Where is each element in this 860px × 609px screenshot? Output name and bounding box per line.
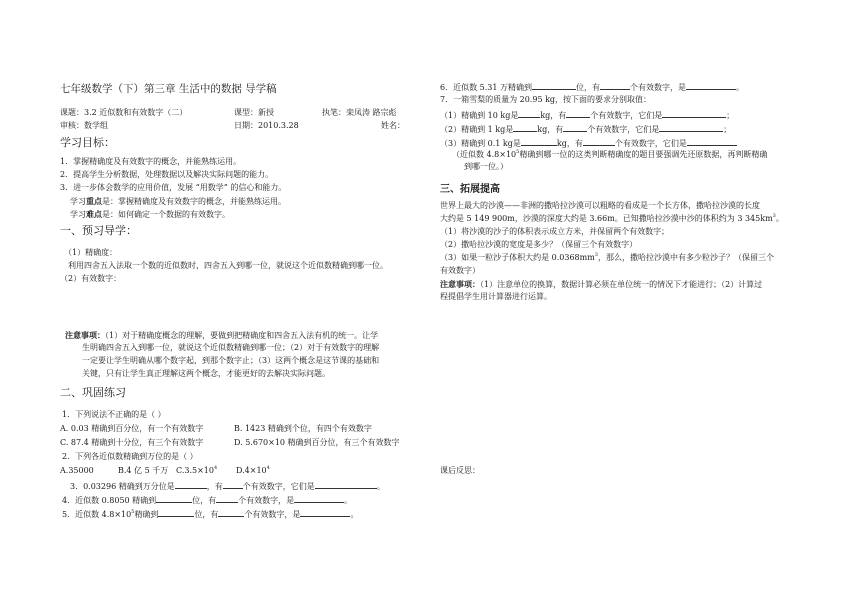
question-6: 6．近似数 5.31 万精确到 位，有 个有效数字，是 。 xyxy=(440,83,744,92)
question-3: 3．0.03296 精确到万分位是 ，有 个有效数字，它们是 。 xyxy=(70,482,385,491)
option-d: $D.4\times 10^4$ xyxy=(236,465,270,475)
extension-heading: 三、拓展提高 xyxy=(440,184,500,195)
lesson-topic: 课题：3.2 近似数和有效数字（二） xyxy=(60,108,188,117)
question-7: 7．一箱雪梨的质量为 20.95 kg，按下面的要求分别取值： xyxy=(440,95,652,104)
page-title: 七年级数学（下）第三章 生活中的数据 导学稿 xyxy=(60,83,277,95)
option-b: B.4 亿 5 千万 xyxy=(118,466,169,475)
lesson-authors: 执笔：栾凤涛 路宗彪 xyxy=(322,108,397,117)
question-5: 5．近似数 $4.8\times 10^5$精确到 位，有 个有效数字，是 。 xyxy=(62,509,359,519)
question-7-1: （1）精确到 10 kg是 kg，有 个有效数字，它们是 ； xyxy=(440,111,735,120)
question-4: 4．近似数 0.8050 精确到 位，有 个有效数字，是 。 xyxy=(62,496,353,505)
student-name-label: 姓名： xyxy=(381,121,405,130)
preview-line: （2）有效数字： xyxy=(60,274,122,283)
notes-line: 注意事项：（1）对于精确度概念的理解，要做到把精确度和四舍五入法有机的统一。让学 xyxy=(65,330,379,340)
preview-line: （1）精确度： xyxy=(64,248,118,257)
difficult-point: 学习难点是：如何确定一个数据的有效数字。 xyxy=(70,209,230,219)
question-7-2: （2）精确到 1 kg是 kg，有 个有效数字，它们是 ； xyxy=(440,125,732,134)
notes-line: 关键，只有让学生真正理解这两个概念，才能更好的去解决实际问题。 xyxy=(82,369,330,378)
goal-item: 1．掌握精确度及有效数字的概念，并能熟练运用。 xyxy=(60,157,242,166)
extension-notes: 程提倡学生用计算器进行运算。 xyxy=(440,292,552,301)
question-2: 2．下列各近似数精确到万位的是（ ） xyxy=(62,452,198,461)
option-c: $C.3.5\times 10^4$ xyxy=(176,465,218,475)
question-7-note: 到哪一位。） xyxy=(464,162,508,171)
practice-heading: 二、巩固练习 xyxy=(60,386,126,399)
goal-item: 2．提高学生分析数据，处理数据以及解决实际问题的能力。 xyxy=(60,170,274,179)
lesson-date: 日期：2010.3.28 xyxy=(234,121,299,130)
goal-item: 3．进一步体会数学的应用价值，发展 “用数学” 的信心和能力。 xyxy=(60,183,287,192)
extension-line: 世界上最大的沙漠——非洲的撒哈拉沙漠可以粗略的看成是一个长方体，撒哈拉沙漠的长度 xyxy=(440,201,760,210)
question-7-3: （3）精确到 0.1 kg是 kg，有 个有效数字，它们是 xyxy=(440,137,737,149)
option-c: C. 87.4 精确到十分位，有三个有效数字 xyxy=(60,438,204,447)
extension-question: （3）如果一粒沙子体积大约是 $0.0368mm^3$，那么，撒哈拉沙漠中有多少粒沙子？（保留三个 xyxy=(440,252,774,262)
preview-heading: 一、预习导学： xyxy=(60,224,137,237)
after-class-reflection: 课后反思： xyxy=(440,466,480,475)
question-7-note: （近似数 $4.8\times 10^5$精确到哪一位的这类判断精确度的题目要强调先还原数据，再判断精确 xyxy=(452,149,768,159)
extension-question: 有效数字） xyxy=(440,266,480,275)
lesson-type: 课型：新授 xyxy=(234,108,274,117)
option-a: A. 0.03 精确到百分位，有一个有效数字 xyxy=(60,424,204,433)
key-point: 学习重点是：掌握精确度及有效数字的概念，并能熟练运用。 xyxy=(70,196,286,206)
extension-line: 大约是 5 149 900m，沙漠的深度大约是 3.66m。已知撒哈拉沙漠中沙的体积约为 3 $345km^3$。 xyxy=(440,213,784,223)
lesson-reviewer: 审核：数学组 xyxy=(60,121,108,130)
question-1: 1．下列说法不正确的是（ ） xyxy=(62,410,166,419)
goals-heading: 学习目标： xyxy=(60,136,115,149)
option-d: D. 5.670×10 精确到百分位，有三个有效数字 xyxy=(234,438,400,447)
notes-line: 生明确四舍五入到哪一位，就说这个近似数精确到哪一位；（2）对于有效数字的理解 xyxy=(82,343,380,352)
extension-question: （1）将沙漠的沙子的体积表示成立方米，并保留两个有效数字； xyxy=(440,227,670,236)
extension-question: （2）撒哈拉沙漠的宽度是多少？（保留三个有效数字） xyxy=(440,240,638,249)
preview-line: 利用四舍五入法取一个数的近似数时，四舍五入到哪一位，就说这个近似数精确到哪一位。 xyxy=(68,261,388,270)
extension-notes: 注意事项：（1）注意单位的换算，数据计算必须在单位统一的情况下才能进行；（2）计算过 xyxy=(440,279,763,289)
option-a: A.35000 xyxy=(60,466,94,475)
notes-line: 一定要让学生明确从哪个数字起，到那个数字止；（3）这两个概念是这节课的基础和 xyxy=(82,356,380,365)
option-b: B. 1423 精确到个位，有四个有效数字 xyxy=(234,424,372,433)
